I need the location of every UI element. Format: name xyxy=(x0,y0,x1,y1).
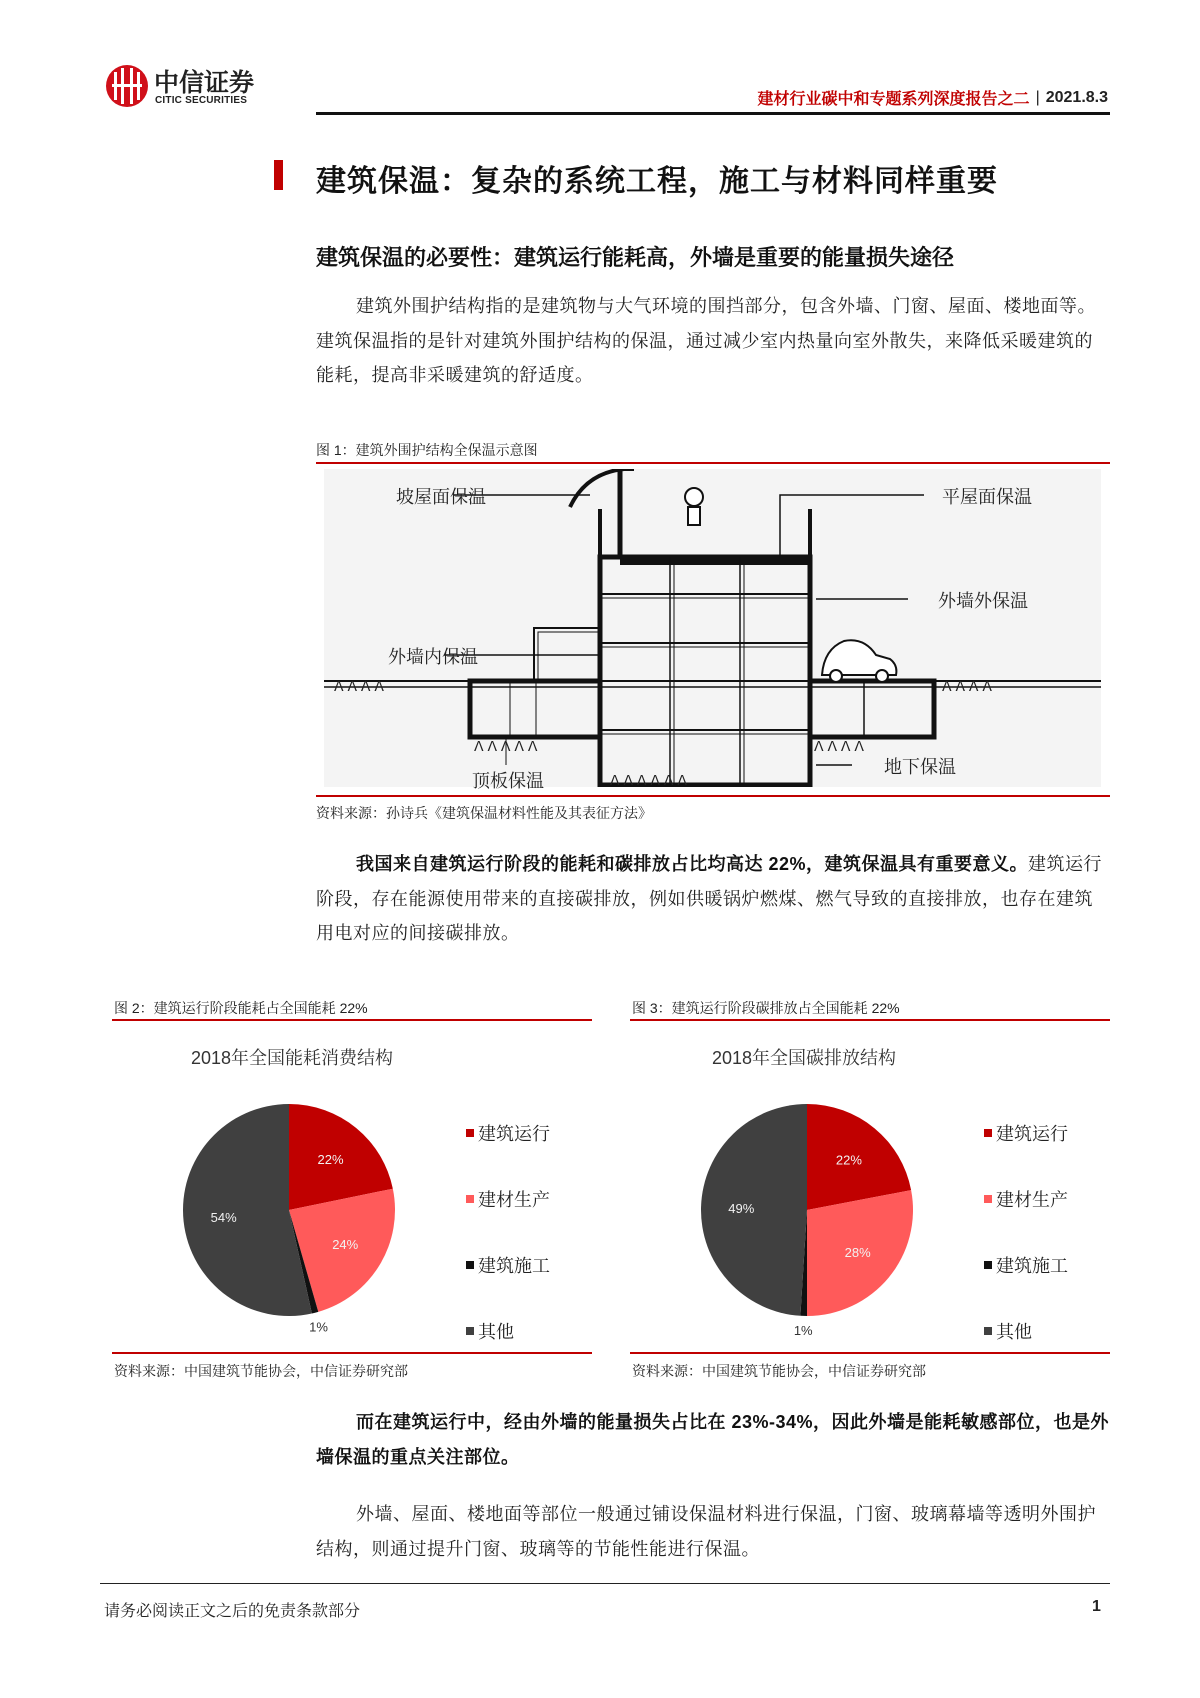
legend-label: 建筑施工 xyxy=(996,1256,1068,1276)
legend-item xyxy=(984,1166,1068,1232)
header-separator: | xyxy=(1035,88,1040,106)
footer-disclaimer: 请务必阅读正文之后的免责条款部分 xyxy=(104,1603,361,1620)
paragraph-2 xyxy=(316,847,1110,951)
legend-label: 建筑施工 xyxy=(478,1256,550,1276)
figure2-bottom-rule xyxy=(112,1352,592,1354)
legend-swatch xyxy=(466,1129,474,1137)
legend-label: 建材生产 xyxy=(996,1190,1068,1210)
section-title: 建筑保温：复杂的系统工程，施工与材料同样重要 xyxy=(316,165,998,198)
pie-data-label: 54% xyxy=(210,1210,237,1226)
ground-hatch: ᐱ ᐱ ᐱ ᐱ xyxy=(814,738,864,754)
figure3-caption: 图 3：建筑运行阶段碳排放占全国能耗 22% xyxy=(632,1000,900,1016)
pie-data-label: 49% xyxy=(728,1200,755,1216)
pie-data-label: 1% xyxy=(793,1322,813,1338)
label-top-slab: 顶板保温 xyxy=(472,771,544,791)
legend-swatch xyxy=(984,1129,992,1137)
paragraph-4-text: 外墙、屋面、楼地面等部位一般通过铺设保温材料进行保温，门窗、玻璃幕墙等透明外围护结构，则通过提升门窗、玻璃等的节能性能进行保温。 xyxy=(316,1504,1096,1559)
figure1-bottom-rule xyxy=(316,795,1110,797)
paragraph-3-bold: 而在建筑运行中，经由外墙的能量损失占比在 23%-34%，因此外墙是能耗敏感部位，也是外墙保温的重点关注部位。 xyxy=(316,1412,1110,1467)
ground-hatch: ᐱ ᐱ ᐱ ᐱ ᐱ xyxy=(474,738,538,754)
label-outer-wall-outer: 外墙外保温 xyxy=(938,591,1028,611)
header-meta xyxy=(758,86,1108,109)
figure3-source: 资料来源：中国建筑节能协会，中信证券研究部 xyxy=(632,1363,926,1379)
paragraph-1-text: 建筑外围护结构指的是建筑物与大气环境的围挡部分，包含外墙、门窗、屋面、楼地面等。建筑保温指的是针对建筑外围护结构的保温，通过减少室内热量向室外散失，来降低采暖建筑的能耗，提高非采暖建筑的舒适度。 xyxy=(316,296,1096,385)
legend-label: 建材生产 xyxy=(478,1190,550,1210)
legend-swatch xyxy=(466,1327,474,1335)
ground-hatch: ᐱ ᐱ ᐱ ᐱ ᐱ ᐱ xyxy=(610,772,687,787)
label-slope-roof: 坡屋面保温 xyxy=(396,487,486,507)
paragraph-2-bold: 我国来自建筑运行阶段的能耗和碳排放占比均高达 22%，建筑保温具有重要意义。 xyxy=(356,854,1029,874)
figure1-caption: 图 1：建筑外围护结构全保温示意图 xyxy=(316,442,538,458)
chart2-legend xyxy=(984,1100,1068,1364)
chart1-legend xyxy=(466,1100,550,1364)
figure1-top-rule xyxy=(316,462,1110,464)
legend-label: 其他 xyxy=(478,1322,514,1342)
pie-data-label: 22% xyxy=(835,1152,862,1168)
chart1-title: 2018年全国能耗消费结构 xyxy=(190,1048,394,1068)
footer-rule xyxy=(100,1583,1110,1584)
legend-swatch xyxy=(984,1261,992,1269)
legend-swatch xyxy=(466,1195,474,1203)
page-number: 1 xyxy=(1092,1598,1101,1615)
paragraph-3 xyxy=(316,1405,1110,1474)
pie-data-label: 1% xyxy=(309,1319,328,1335)
legend-item xyxy=(466,1166,550,1232)
building-insulation-diagram xyxy=(324,469,1101,791)
paragraph-2-text: 建筑运行阶段，存在能源使用带来的直接碳排放，例如供暖锅炉燃煤、燃气导致的直接排放，也存在建筑用电对应的间接碳排放。 xyxy=(316,854,1103,943)
figure1-source: 资料来源：孙诗兵《建筑保温材料性能及其表征方法》 xyxy=(316,805,652,821)
legend-swatch xyxy=(466,1261,474,1269)
chart2-title: 2018年全国碳排放结构 xyxy=(711,1048,897,1068)
label-underground: 地下保温 xyxy=(884,757,956,777)
legend-swatch xyxy=(984,1195,992,1203)
report-date: 2021.8.3 xyxy=(1045,88,1108,106)
paragraph-1 xyxy=(316,289,1110,393)
legend-swatch xyxy=(984,1327,992,1335)
legend-item xyxy=(466,1232,550,1298)
chart1-pie xyxy=(150,1080,440,1340)
pie-data-label: 24% xyxy=(332,1237,359,1253)
figure3-top-rule xyxy=(630,1019,1110,1021)
legend-item xyxy=(466,1298,550,1364)
label-flat-roof: 平屋面保温 xyxy=(942,487,1032,507)
chart2-pie xyxy=(668,1080,958,1340)
section-marker xyxy=(274,160,283,190)
legend-label: 建筑运行 xyxy=(478,1124,550,1144)
pie-data-label: 22% xyxy=(317,1152,344,1168)
legend-label: 建筑运行 xyxy=(996,1124,1068,1144)
figure2-source: 资料来源：中国建筑节能协会，中信证券研究部 xyxy=(114,1363,408,1379)
citic-logo xyxy=(104,63,274,111)
report-title: 建材行业碳中和专题系列深度报告之二 xyxy=(757,91,1030,108)
figure2-top-rule xyxy=(112,1019,592,1021)
ground-hatch: ᐱ ᐱ ᐱ ᐱ xyxy=(334,678,384,694)
logo-text-en: CITIC SECURITIES xyxy=(155,95,248,106)
legend-item xyxy=(984,1232,1068,1298)
header-rule xyxy=(316,112,1110,115)
figure2-caption: 图 2：建筑运行阶段能耗占全国能耗 22% xyxy=(114,1000,368,1016)
label-outer-wall-inner: 外墙内保温 xyxy=(388,647,478,667)
citic-logo-icon xyxy=(104,63,150,109)
ground-hatch: ᐱ ᐱ ᐱ ᐱ xyxy=(942,678,992,694)
legend-item xyxy=(984,1298,1068,1364)
logo-text-cn: 中信证券 xyxy=(154,70,255,97)
pie-data-label: 28% xyxy=(844,1244,871,1260)
figure3-bottom-rule xyxy=(630,1352,1110,1354)
legend-item xyxy=(984,1100,1068,1166)
paragraph-4 xyxy=(316,1497,1110,1566)
legend-item xyxy=(466,1100,550,1166)
building-diagram-svg xyxy=(324,469,1101,787)
section-subtitle: 建筑保温的必要性：建筑运行能耗高，外墙是重要的能量损失途径 xyxy=(316,245,955,270)
legend-label: 其他 xyxy=(996,1322,1032,1342)
